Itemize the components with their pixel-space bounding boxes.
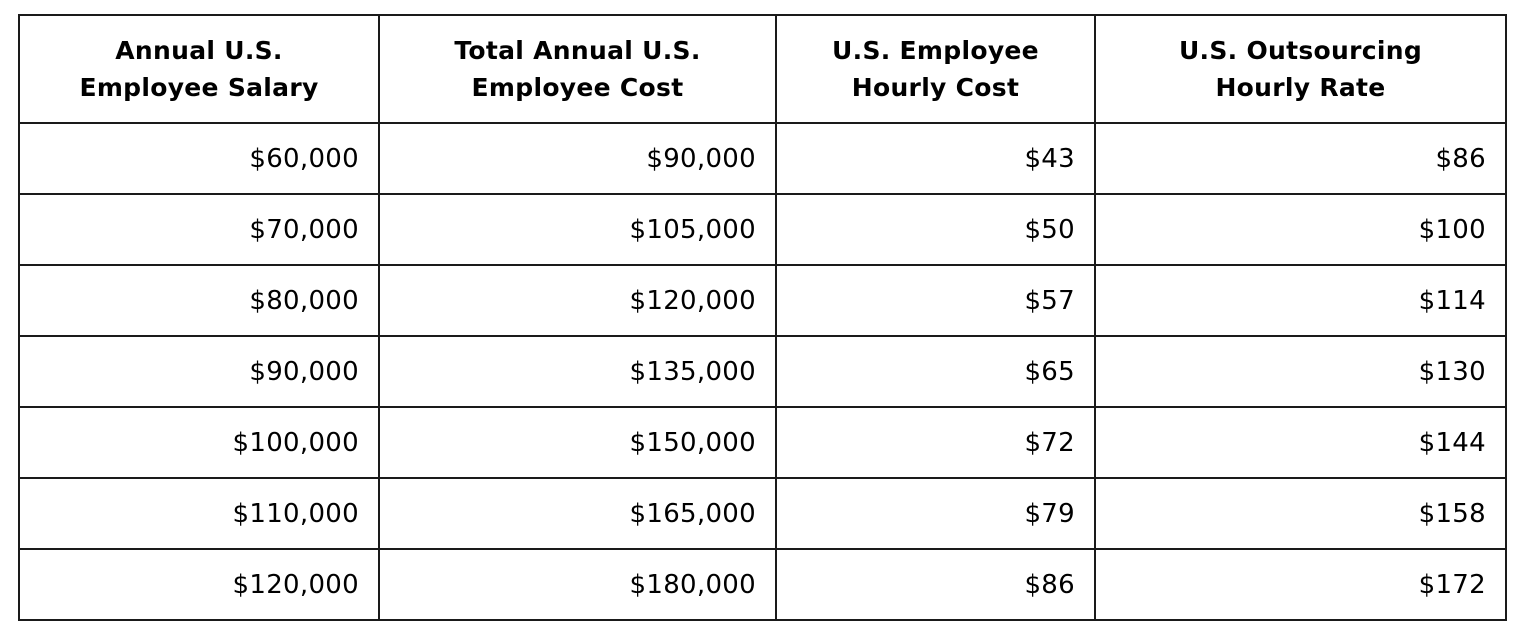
cell-annual-salary: $110,000 (19, 478, 379, 549)
header-line: Annual U.S. (115, 36, 283, 65)
header-employee-hourly-cost (776, 15, 1095, 123)
cell-total-cost: $90,000 (379, 123, 776, 194)
cell-total-cost: $120,000 (379, 265, 776, 336)
header-line: U.S. Employee (832, 36, 1039, 65)
table-row (19, 123, 1506, 194)
header-annual-salary (19, 15, 379, 123)
cell-employee-hourly-cost: $57 (776, 265, 1095, 336)
header-line: Employee Salary (79, 73, 319, 102)
cell-annual-salary: $100,000 (19, 407, 379, 478)
cell-employee-hourly-cost: $86 (776, 549, 1095, 620)
cell-employee-hourly-cost: $43 (776, 123, 1095, 194)
cell-outsourcing-hourly-rate: $114 (1095, 265, 1506, 336)
cost-comparison-table-container (18, 14, 1507, 621)
header-outsourcing-hourly-rate (1095, 15, 1506, 123)
cell-total-cost: $105,000 (379, 194, 776, 265)
table-row (19, 265, 1506, 336)
cell-employee-hourly-cost: $50 (776, 194, 1095, 265)
table-row (19, 407, 1506, 478)
cell-annual-salary: $90,000 (19, 336, 379, 407)
cell-annual-salary: $80,000 (19, 265, 379, 336)
cell-total-cost: $135,000 (379, 336, 776, 407)
cell-outsourcing-hourly-rate: $172 (1095, 549, 1506, 620)
cell-outsourcing-hourly-rate: $158 (1095, 478, 1506, 549)
table-row (19, 549, 1506, 620)
header-line: Hourly Rate (1215, 73, 1386, 102)
cell-annual-salary: $60,000 (19, 123, 379, 194)
cell-outsourcing-hourly-rate: $130 (1095, 336, 1506, 407)
header-line: Hourly Cost (851, 73, 1020, 102)
cell-outsourcing-hourly-rate: $144 (1095, 407, 1506, 478)
header-row (19, 15, 1506, 123)
cell-employee-hourly-cost: $79 (776, 478, 1095, 549)
cell-employee-hourly-cost: $65 (776, 336, 1095, 407)
table-row (19, 336, 1506, 407)
table-row (19, 194, 1506, 265)
cell-total-cost: $150,000 (379, 407, 776, 478)
cell-employee-hourly-cost: $72 (776, 407, 1095, 478)
header-line: U.S. Outsourcing (1178, 36, 1423, 65)
cell-total-cost: $180,000 (379, 549, 776, 620)
table-row (19, 478, 1506, 549)
cell-annual-salary: $120,000 (19, 549, 379, 620)
cell-total-cost: $165,000 (379, 478, 776, 549)
cell-outsourcing-hourly-rate: $100 (1095, 194, 1506, 265)
header-total-cost (379, 15, 776, 123)
cell-annual-salary: $70,000 (19, 194, 379, 265)
cost-comparison-table (18, 14, 1507, 621)
cell-outsourcing-hourly-rate: $86 (1095, 123, 1506, 194)
header-line: Employee Cost (471, 73, 684, 102)
header-line: Total Annual U.S. (454, 36, 701, 65)
